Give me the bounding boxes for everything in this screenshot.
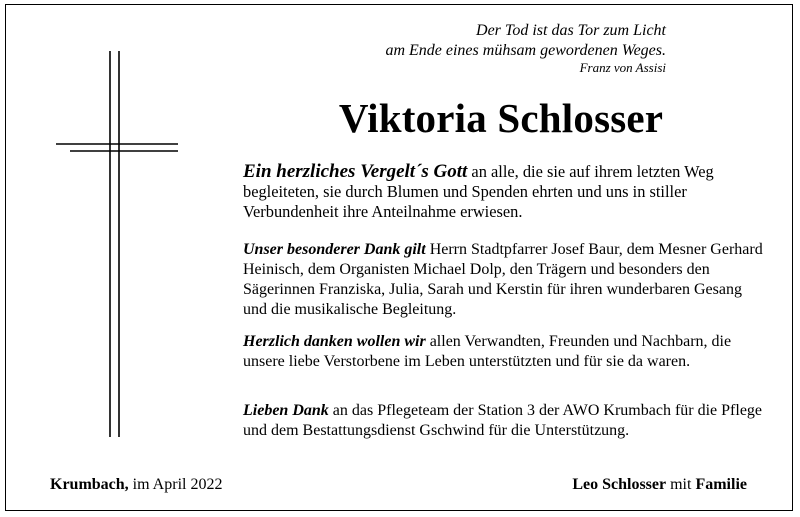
place: Krumbach,: [50, 476, 129, 493]
thanks-paragraph: [243, 240, 763, 320]
paragraph-lead: Lieben Dank: [243, 402, 329, 419]
paragraph-text: allen Verwandten, Freunden und Nachbarn, die unsere liebe Verstorbene im Leben unterstützten und für sie da waren.: [243, 333, 732, 370]
thanks-paragraph: [243, 401, 763, 441]
signer-connector: mit: [666, 476, 696, 493]
paragraph-lead: Ein herzliches Vergelt´s Gott: [243, 161, 468, 182]
paragraph-text: Herrn Stadtpfarrer Josef Baur, dem Mesner Gerhard Heinisch, dem Organisten Michael Dolp, den Trägern und besonders den Sägerinnen Franziska, Julia, Sarah und Kerstin für ihren wunderbaren Gesang und die musikalische Begleitung.: [243, 241, 763, 318]
paragraph-text: an alle, die sie auf ihrem letzten Weg begleiteten, sie durch Blumen und Spenden ehrten und uns in stiller Verbundenheit ihre Anteilnahme erwiesen.: [243, 162, 714, 221]
signer-name: Leo Schlosser: [572, 476, 667, 493]
date: im April 2022: [128, 476, 223, 493]
thanks-paragraph: [243, 332, 763, 372]
quote-author: Franz von Assisi: [579, 60, 666, 75]
paragraph-text: an das Pflegeteam der Station 3 der AWO Krumbach für die Pflege und dem Bestattungsdienst Gschwind für die Unterstützung.: [243, 402, 763, 439]
paragraph-lead: Unser besonderer Dank gilt: [243, 241, 426, 258]
signature: [572, 475, 747, 495]
place-date: [50, 475, 222, 495]
quote-line: Der Tod ist das Tor zum Licht: [476, 22, 666, 39]
quote-line: am Ende eines mühsam gewordenen Weges.: [385, 41, 666, 59]
thanks-paragraph: [243, 162, 763, 222]
obituary-card: [5, 4, 793, 511]
signer-family: Familie: [695, 476, 747, 493]
paragraph-lead: Herzlich danken wollen wir: [243, 333, 426, 350]
deceased-name: Viktoria Schlosser: [338, 95, 664, 141]
quote-block: [336, 21, 666, 76]
cross-icon: [54, 49, 184, 439]
